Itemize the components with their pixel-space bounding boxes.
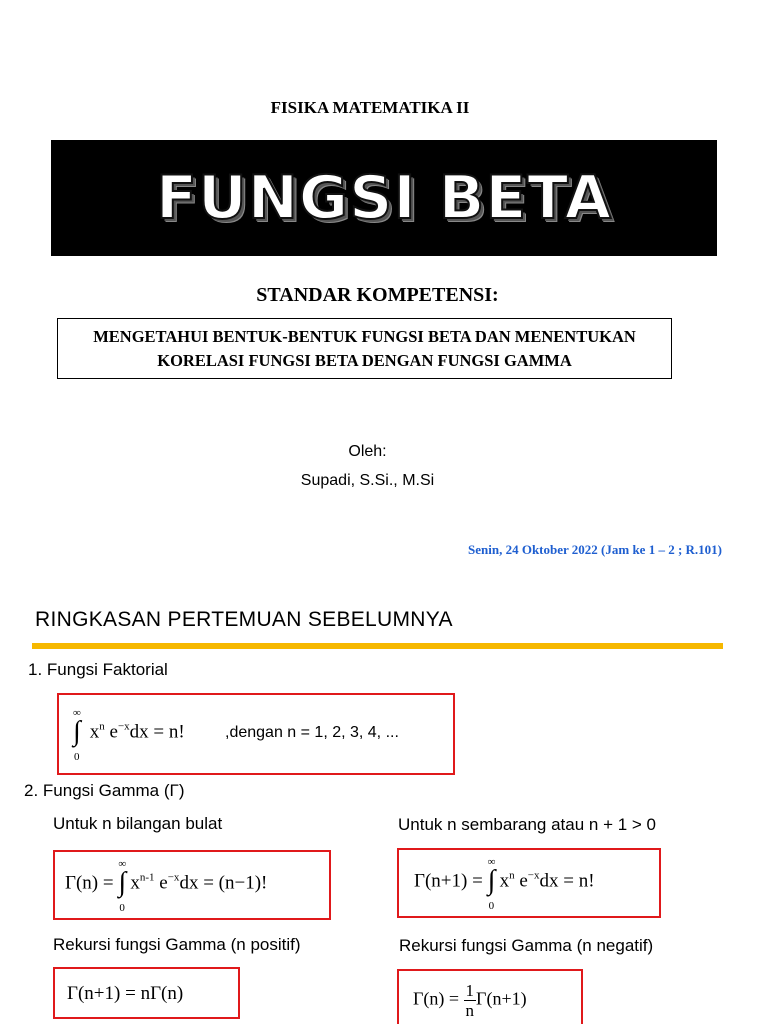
recursion-negative-label: Rekursi fungsi Gamma (n negatif) — [399, 936, 654, 955]
recursion-positive-label: Rekursi fungsi Gamma (n positif) — [53, 935, 301, 954]
recursion-negative-formula: Γ(n) = $\frac{1}{n}$ Γ(n+1) — [413, 981, 527, 1020]
standard-line-2: KORELASI FUNGSI BETA DENGAN FUNGSI GAMMA — [157, 350, 572, 370]
integral-sign: ∞ ∫ 0 — [118, 858, 127, 914]
gamma-arbitrary-formula-box — [397, 848, 661, 918]
gamma-arbitrary-formula: Γ(n+1) = ∞ ∫ 0 $x^n$ $e^{-x}dx = n$! — [414, 856, 595, 912]
banner-title: FUNGSI BETA — [155, 163, 613, 233]
author-name: Supadi, S.Si., M.Si — [300, 472, 435, 489]
integral-sign: ∞ ∫ 0 — [73, 707, 81, 763]
gamma-integer-formula: Γ(n) = ∞ ∫ 0 $x^{n-1}$ $e^{-x}dx = (n-1)$! — [65, 858, 268, 914]
integral-sign: ∞ ∫ 0 — [487, 856, 496, 912]
factorial-formula: ∞ ∫ 0 $x^n$ $e^{-x}dx = n$! — [73, 707, 185, 763]
item-2-label: 2. Fungsi Gamma (Γ) — [24, 781, 185, 800]
standard-box — [57, 318, 672, 379]
integer-case-label: Untuk n bilangan bulat — [53, 814, 223, 833]
recursion-positive-formula: Γ(n+1) = nΓ(n) — [67, 983, 184, 1004]
by-label: Oleh: — [348, 443, 387, 460]
item-1-label: 1. Fungsi Faktorial — [28, 660, 168, 679]
standard-line-1: MENGETAHUI BENTUK-BENTUK FUNGSI BETA DAN MENENTUKAN — [93, 326, 636, 346]
arbitrary-case-label: Untuk n sembarang atau n + 1 > 0 — [398, 815, 657, 834]
factorial-note: ,dengan n = 1, 2, 3, 4, ... — [225, 724, 399, 741]
section-rule — [32, 643, 723, 649]
gamma-integer-formula-box — [53, 850, 331, 920]
standard-heading: STANDAR KOMPETENSI: — [256, 284, 499, 306]
recursion-negative-box — [397, 969, 583, 1024]
section-title: RINGKASAN PERTEMUAN SEBELUMNYA — [35, 608, 453, 631]
factorial-formula-box — [57, 693, 455, 775]
date-line: Senin, 24 Oktober 2022 (Jam ke 1 – 2 ; R.101) — [468, 542, 722, 557]
course-title: FISIKA MATEMATIKA II — [270, 98, 470, 117]
fraction: $\frac{1}{n}$ — [465, 981, 475, 1020]
recursion-positive-box — [53, 967, 240, 1019]
title-banner — [51, 140, 717, 256]
